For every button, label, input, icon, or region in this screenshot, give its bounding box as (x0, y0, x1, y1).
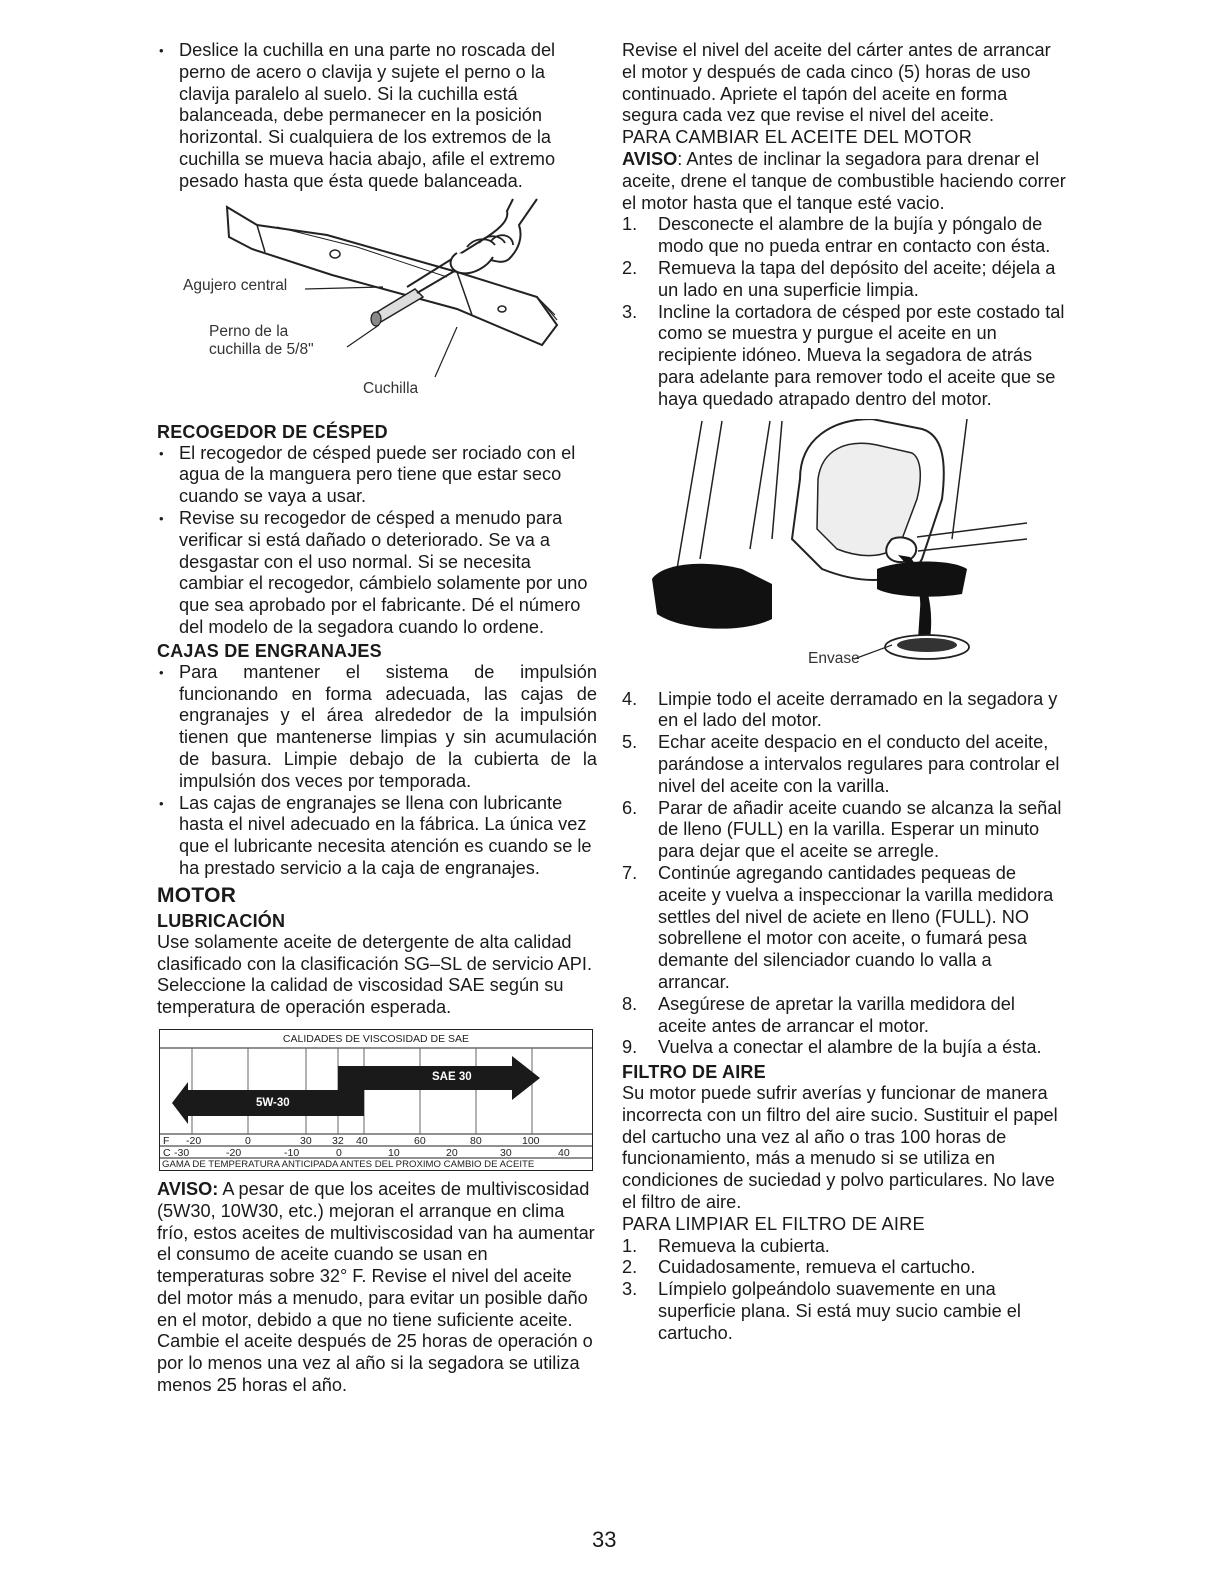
oil-drain-figure (622, 419, 1067, 683)
aviso-label: AVISO: (157, 1178, 219, 1199)
5w30-bar-label: 5W-30 (256, 1096, 290, 1109)
blade-label: Cuchilla (363, 379, 419, 397)
blade-balance-bullet: • Deslice la cuchilla en una parte no roscada del perno de acero o clavija y sujete el perno o la clavija paralelo al suelo. Si la cuchilla está balanceada, debe permanecer en la posición horizontal. Si cualquiera de los extremos de la cuchilla se mueva hacia abajo, afile el extremo pesado hasta que ésta quede balanceada. (157, 40, 597, 193)
c-tick: -30 (174, 1146, 190, 1159)
oil-drain-illustration (622, 419, 1067, 683)
gear-boxes-bullet-2: • Las cajas de engranajes se llena con lubricante hasta el nivel adecuado en la fábrica. La única vez que el lubricante necesita atención es cuando se le ha prestado servicio a la caja de engranajes. (157, 793, 597, 880)
viscosity-chart-title: CALIDADES DE VISCOSIDAD DE SAE (282, 1032, 470, 1045)
oil-check-intro: Revise el nivel del aceite del cárter antes de arrancar el motor y después de cada cinco (5) horas de uso continuado. Apriete el tapón del aceite en forma segura cada vez que revise el nivel del aceite. (622, 40, 1051, 126)
step-item: 2. Cuidadosamente, remueva el cartucho. (622, 1257, 976, 1278)
step-item: 4. Limpie todo el aceite derramado en la segadora y en el lado del motor. (622, 688, 1058, 731)
f-tick: 32 (332, 1134, 344, 1147)
c-tick: 10 (388, 1146, 400, 1159)
f-tick: 40 (356, 1134, 368, 1147)
aviso-label: AVISO (622, 148, 678, 169)
step-item: 3. Límpielo golpeándolo suavemente en una superficie plana. Si está muy sucio cambie el cartucho. (622, 1279, 1021, 1343)
viscosity-chart (159, 1029, 593, 1171)
c-tick: -20 (226, 1146, 242, 1159)
blade-balance-figure (157, 197, 597, 419)
f-tick: 30 (300, 1134, 312, 1147)
right-column (622, 40, 1067, 1345)
aviso-text: A pesar de que los aceites de multiviscosidad (5W30, 10W30, etc.) mejoran el arranque en clima frío, estos aceites de multiviscosidad van ha aumentar el consumo de aceite cuando se usan en temperaturas sobre 32° F. Revise el nivel del aceite del motor más a menudo, para evitar un posible daño en el motor, debido a que no tiene suficiente aceite. Cambie el aceite después de 25 horas de operación o por lo menos una vez al año si la segadora se utiliza menos 25 horas el año. (157, 1178, 595, 1396)
fahrenheit-label: F (163, 1134, 170, 1147)
step-item: 2. Remueva la tapa del depósito del aceite; déjela a un lado en una superficie limpia. (622, 257, 1056, 300)
blade-bolt-label: Perno de la cuchilla de 5/8" (209, 322, 314, 358)
step-item: 3. Incline la cortadora de césped por este costado tal como se muestra y purgue el aceite en un recipiente idóneo. Mueva la segadora de atrás para adelante para remover todo el aceite que se haya quedado atrapado dentro del motor. (622, 301, 1065, 409)
change-oil-heading: PARA CAMBIAR EL ACEITE DEL MOTOR (622, 127, 973, 148)
f-tick: -20 (186, 1134, 202, 1147)
viscosity-chart-footer: GAMA DE TEMPERATURA ANTICIPADA ANTES DEL PROXIMO CAMBIO DE ACEITE (162, 1158, 535, 1170)
f-tick: 0 (245, 1134, 251, 1147)
sae30-bar-label: SAE 30 (432, 1070, 472, 1083)
change-oil-aviso (622, 149, 1067, 214)
f-tick: 100 (522, 1134, 540, 1147)
clean-air-filter-steps (622, 1236, 1067, 1345)
air-filter-heading: FILTRO DE AIRE (622, 1062, 766, 1083)
c-tick: -10 (284, 1146, 300, 1159)
f-tick: 60 (414, 1134, 426, 1147)
step-item: 5. Echar aceite despacio en el conducto del aceite, parándose a intervalos regulares para controlar el nivel del aceite con la varilla. (622, 732, 1060, 796)
gear-boxes-bullet-1: • Para mantener el sistema de impulsión funcionando en forma adecuada, las cajas de engranajes y el área alrededor de la impulsión tienen que mantenerse limpias y sin acumulación de basura. Limpie debajo de la cubierta de la impulsión dos veces por temporada. (157, 662, 597, 793)
c-tick: 0 (336, 1146, 342, 1159)
step-item: 9. Vuelva a conectar el alambre de la bujía a ésta. (622, 1037, 1042, 1058)
c-tick: 20 (446, 1146, 458, 1159)
step-item: 1. Desconecte el alambre de la bujía y póngalo de modo que no pueda entrar en contacto con ésta. (622, 214, 1051, 257)
step-item: 6. Parar de añadir aceite cuando se alcanza la señal de lleno (FULL) en la varilla. Esperar un minuto para dejar que el aceite se arregle. (622, 797, 1062, 862)
lubrication-text: Use solamente aceite de detergente de alta calidad clasificado con la clasificación SG–SL de servicio API. Seleccione la calidad de viscosidad SAE según su temperatura de operación esperada. (157, 931, 593, 1018)
motor-heading: MOTOR (157, 883, 237, 907)
clean-air-filter-heading: PARA LIMPIAR EL FILTRO DE AIRE (622, 1213, 925, 1234)
grass-catcher-bullet-1: • El recogedor de césped puede ser rociado con el agua de la manguera pero tiene que estar seco cuando se vaya a usar. (157, 443, 597, 508)
air-filter-text: Su motor puede sufrir averías y funcionar de manera incorrecta con un filtro del aire sucio. Sustituir el papel del cartucho una vez al año o tras 100 horas de funcionamiento, más a menudo si se utiliza en condiciones de suciedad y polvo particulares. No lave el filtro de aire. (622, 1083, 1058, 1213)
grass-catcher-heading: RECOGEDOR DE CÉSPED (157, 421, 388, 442)
change-oil-steps-1-3 (622, 214, 1067, 410)
c-tick: 30 (500, 1146, 512, 1159)
c-tick: 40 (558, 1146, 570, 1159)
left-column (157, 40, 597, 1397)
f-tick: 80 (470, 1134, 482, 1147)
change-oil-steps-4-9 (622, 689, 1067, 1060)
grass-catcher-bullet-2: • Revise su recogedor de césped a menudo para verificar si está dañado o deteriorado. Se va a desgastar con el uso normal. Si se necesita cambiar el recogedor, cámbielo solamente por uno que sea aprobado por el fabricante. Dé el número del modelo de la segadora cuando lo ordene. (157, 508, 597, 639)
aviso-text: : Antes de inclinar la segadora para drenar el aceite, drene el tanque de combustible haciendo correr el motor hasta que el tanque esté vacio. (622, 148, 1066, 213)
center-hole-label: Agujero central (183, 276, 288, 294)
celsius-label: C (163, 1146, 171, 1159)
step-item: 8. Asegúrese de apretar la varilla medidora del aceite antes de arrancar el motor. (622, 993, 1015, 1036)
lubrication-heading: LUBRICACIÓN (157, 910, 286, 931)
page-number: 33 (592, 1527, 617, 1552)
multiviscosity-aviso (157, 1179, 597, 1397)
step-item: 1. Remueva la cubierta. (622, 1235, 830, 1256)
container-label: Envase (808, 649, 860, 667)
gear-boxes-heading: CAJAS DE ENGRANAJES (157, 640, 382, 661)
step-item: 7. Continúe agregando cantidades pequeas de aceite y vuelva a inspeccionar la varilla medidora settles del nivel de aciete en lleno (FULL). NO sobrellene el motor con aceite, o fumará pesa demante del silenciador cuando lo valla a arrancar. (622, 862, 1054, 992)
